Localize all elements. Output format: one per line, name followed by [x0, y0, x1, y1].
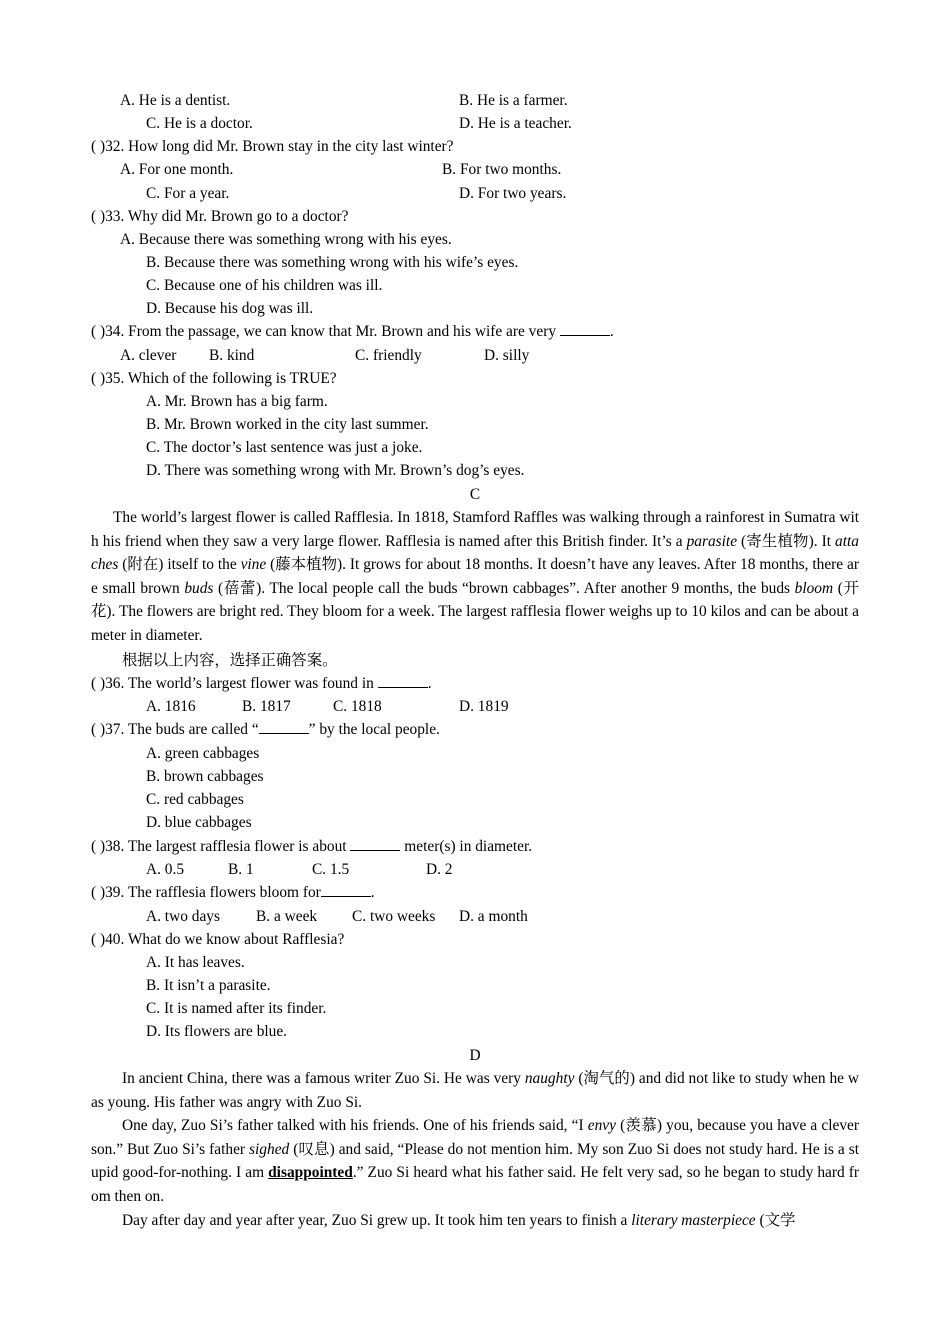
q33-stem: ( )33. Why did Mr. Brown go to a doctor?	[91, 208, 349, 225]
q39-stem: ( )39. The rafflesia flowers bloom for .	[91, 884, 375, 901]
q40-option-b: B. It isn’t a parasite.	[146, 977, 271, 994]
q39-option-a: A. two days	[146, 908, 220, 925]
q34-option-a: A. clever	[120, 347, 177, 364]
q38-option-d: D. 2	[426, 861, 453, 878]
answer-blank	[321, 884, 371, 897]
q37-stem: ( )37. The buds are called “ ” by the local people.	[91, 721, 440, 738]
q38-option-a: A. 0.5	[146, 861, 185, 878]
instruction: 根据以上内容，选择正确答案。	[122, 652, 338, 669]
answer-blank	[350, 838, 400, 851]
q36-option-d: D. 1819	[459, 698, 509, 715]
answer-blank	[378, 675, 428, 688]
q40-stem: ( )40. What do we know about Rafflesia?	[91, 931, 345, 948]
q33-option-a: A. Because there was something wrong with his eyes.	[120, 231, 452, 248]
q33-option-d: D. Because his dog was ill.	[146, 300, 314, 317]
section-d-paragraph-3: Day after day and year after year, Zuo Si grew up. It took him ten years to finish a literary masterpiece (文学	[122, 1212, 796, 1229]
section-d-paragraph-2: One day, Zuo Si’s father talked with his friends. One of his friends said, “I envy (羡慕) you, because you have a clever son.” But Zuo Si’s father sighed (叹息) and said, “Please do not mention him. My son Zuo Si does not study hard. He is a stupid good-for-nothing. I am disappointed.” Zuo Si heard what his father said. He felt very sad, so he began to study hard from then on.	[91, 1117, 860, 1205]
q38-option-c: C. 1.5	[312, 861, 350, 878]
q33-option-c: C. Because one of his children was ill.	[146, 277, 383, 294]
q37-option-a: A. green cabbages	[146, 745, 260, 762]
section-c-heading: C	[469, 486, 481, 503]
q35-option-c: C. The doctor’s last sentence was just a joke.	[146, 439, 423, 456]
q32-stem: ( )32. How long did Mr. Brown stay in the city last winter?	[91, 138, 454, 155]
q31-option-d: D. He is a teacher.	[459, 115, 572, 132]
q38-option-b: B. 1	[228, 861, 254, 878]
answer-blank	[259, 721, 309, 734]
q36-option-a: A. 1816	[146, 698, 196, 715]
q39-option-b: B. a week	[256, 908, 318, 925]
q38-stem: ( )38. The largest rafflesia flower is about meter(s) in diameter.	[91, 838, 533, 855]
q35-stem: ( )35. Which of the following is TRUE?	[91, 370, 337, 387]
q40-option-c: C. It is named after its finder.	[146, 1000, 327, 1017]
q37-option-c: C. red cabbages	[146, 791, 244, 808]
q32-option-b: B. For two months.	[442, 161, 562, 178]
q36-stem: ( )36. The world’s largest flower was found in .	[91, 675, 432, 692]
q40-option-a: A. It has leaves.	[146, 954, 245, 971]
q36-option-c: C. 1818	[333, 698, 382, 715]
q34-stem: ( )34. From the passage, we can know that Mr. Brown and his wife are very .	[91, 323, 614, 340]
q37-option-d: D. blue cabbages	[146, 814, 252, 831]
q31-option-c: C. He is a doctor.	[146, 115, 253, 132]
q37-option-b: B. brown cabbages	[146, 768, 264, 785]
answer-blank	[560, 323, 610, 336]
q35-option-b: B. Mr. Brown worked in the city last summer.	[146, 416, 429, 433]
q34-option-c: C. friendly	[355, 347, 422, 364]
section-c-passage: The world’s largest flower is called Rafflesia. In 1818, Stamford Raffles was walking through a rainforest in Sumatra with his friend when they saw a very large flower. Rafflesia is named after this British finder. It’s a parasite (寄生植物). It attaches (附在) itself to the vine (藤本植物). It grows for about 18 months. It doesn’t have any leaves. After 18 months, there are small brown buds (蓓蕾). The local people call the buds “brown cabbages”. After another 9 months, the buds bloom (开花). The flowers are bright red. They bloom for a week. The largest rafflesia flower weighs up to 10 kilos and can be about a meter in diameter.	[91, 509, 859, 644]
q39-option-c: C. two weeks	[352, 908, 436, 925]
q31-option-a: A. He is a dentist.	[120, 92, 231, 109]
q34-option-d: D. silly	[484, 347, 530, 364]
q33-option-b: B. Because there was something wrong with his wife’s eyes.	[146, 254, 519, 271]
q35-option-d: D. There was something wrong with Mr. Brown’s dog’s eyes.	[146, 462, 525, 479]
q36-option-b: B. 1817	[242, 698, 291, 715]
q34-option-b: B. kind	[209, 347, 255, 364]
section-d-paragraph-1: In ancient China, there was a famous writer Zuo Si. He was very naughty (淘气的) and did not like to study when he was young. His father was angry with Zuo Si.	[91, 1070, 859, 1111]
q32-option-d: D. For two years.	[459, 185, 567, 202]
q40-option-d: D. Its flowers are blue.	[146, 1023, 288, 1040]
q32-option-c: C. For a year.	[146, 185, 230, 202]
q35-option-a: A. Mr. Brown has a big farm.	[146, 393, 328, 410]
section-d-heading: D	[469, 1047, 481, 1064]
q31-option-b: B. He is a farmer.	[459, 92, 568, 109]
q32-option-a: A. For one month.	[120, 161, 234, 178]
q39-option-d: D. a month	[459, 908, 528, 925]
